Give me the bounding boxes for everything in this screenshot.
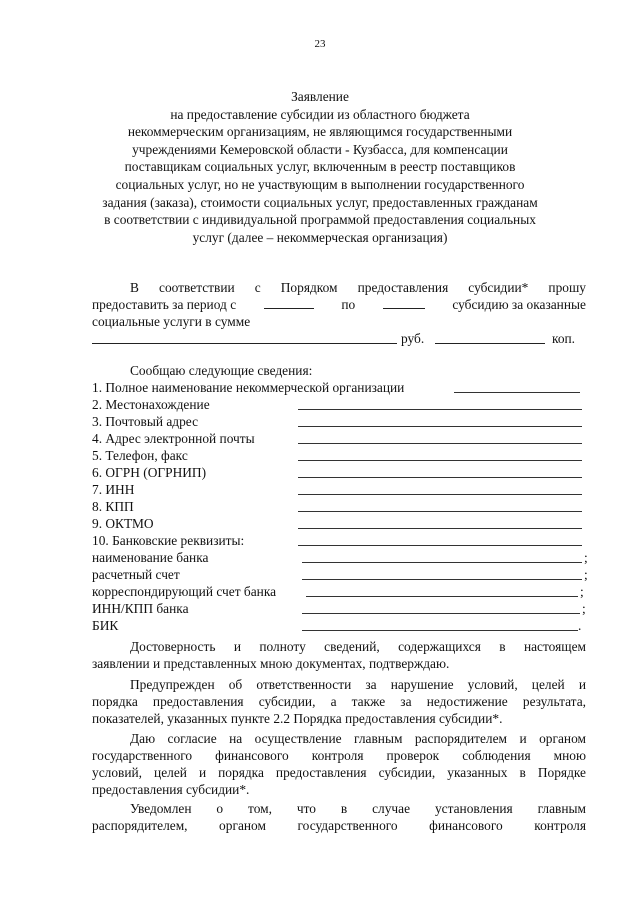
field-label: 8. КПП <box>92 499 134 514</box>
field-label: 5. Телефон, факс <box>92 448 188 463</box>
kpp-field[interactable] <box>298 511 582 512</box>
rub-label: руб. <box>401 331 425 346</box>
request-period-to-label: по <box>341 297 356 312</box>
field-row <box>92 617 592 634</box>
field-label: БИК <box>92 618 119 633</box>
field-row <box>92 515 592 532</box>
title-line: услуг (далее – некоммерческая организация) <box>192 229 448 245</box>
bik-field[interactable] <box>302 630 578 631</box>
account-field[interactable] <box>302 579 582 580</box>
amount-kop-field[interactable] <box>435 331 545 344</box>
request-amount-label: социальные услуги в сумме <box>92 314 251 329</box>
field-row <box>92 447 592 464</box>
semicolon: ; <box>582 601 586 616</box>
phone-fax-field[interactable] <box>298 460 582 461</box>
info-intro: Сообщаю следующие сведения: <box>130 363 313 378</box>
inn-field[interactable] <box>298 494 582 495</box>
field-label: расчетный счет <box>92 567 180 582</box>
field-label: 1. Полное наименование некоммерческой организации <box>92 380 405 395</box>
semicolon: ; <box>584 550 588 565</box>
bank-inn-kpp-field[interactable] <box>302 613 580 614</box>
field-row <box>92 396 592 413</box>
semicolon: ; <box>584 567 588 582</box>
bank-name-field[interactable] <box>302 562 582 563</box>
field-row <box>92 481 592 498</box>
title-line: в соответствии с индивидуальной программой предоставления социальных <box>104 212 536 228</box>
field-label: корреспондирующий счет банка <box>92 584 277 599</box>
field-label: 9. ОКТМО <box>92 516 154 531</box>
field-row <box>92 600 592 617</box>
oktmo-field[interactable] <box>298 528 582 529</box>
field-row <box>92 532 592 549</box>
field-label: 7. ИНН <box>92 482 135 497</box>
org-name-field[interactable] <box>454 392 580 393</box>
field-label: 10. Банковские реквизиты: <box>92 533 245 548</box>
period-to-field[interactable] <box>383 296 425 309</box>
field-label: 6. ОГРН (ОГРНИП) <box>92 465 207 480</box>
responsibility-paragraph: Предупрежден об ответственности за нарушение условий, целей и порядка предоставления субсидии, а также за недостижение результата, показателей, указанных пункте 2.2 Порядка предоставления субсидии*. <box>92 677 586 726</box>
field-label: 3. Почтовый адрес <box>92 414 199 429</box>
request-period-label: предоставить за период с <box>92 297 237 312</box>
field-row <box>92 464 592 481</box>
title-line: задания (заказа), стоимости социальных услуг, предоставленных гражданам <box>102 194 538 210</box>
field-row <box>92 413 592 430</box>
request-line: В соответствии с Порядком предоставления субсидии* прошу <box>130 280 586 295</box>
period: . <box>578 618 582 633</box>
request-subsidy-label: субсидию за оказанные <box>452 297 586 312</box>
field-row <box>92 583 592 600</box>
request-paragraph <box>92 279 586 347</box>
field-label: наименование банка <box>92 550 209 565</box>
postal-address-field[interactable] <box>298 426 582 427</box>
corr-account-field[interactable] <box>306 596 578 597</box>
bank-details-field[interactable] <box>298 545 582 546</box>
document-title <box>80 88 560 246</box>
field-row <box>92 566 592 583</box>
field-label: ИНН/КПП банка <box>92 601 189 616</box>
title-line: учреждениями Кемеровской области - Кузбасса, для компенсации <box>132 141 508 157</box>
field-row <box>92 549 592 566</box>
title-line: некоммерческим организациям, не являющимся государственными <box>127 124 513 140</box>
title-line: социальных услуг, но не участвующим в выполнении государственного <box>115 176 525 192</box>
page-number: 23 <box>314 38 326 50</box>
period-from-field[interactable] <box>264 296 314 309</box>
location-field[interactable] <box>298 409 582 410</box>
ogrn-field[interactable] <box>298 477 582 478</box>
field-label: 2. Местонахождение <box>92 397 210 412</box>
title-line: поставщикам социальных услуг, включенным в реестр поставщиков <box>124 159 516 175</box>
field-row <box>92 430 592 447</box>
amount-rub-field[interactable] <box>92 331 397 344</box>
email-field[interactable] <box>298 443 582 444</box>
consent-paragraph: Даю согласие на осуществление главным распорядителем и органом государственного финансового контроля проверок соблюдения мною условий, целей и порядка предоставления субсидии, указанных в Порядке предоставления субсидии*. <box>92 731 586 797</box>
field-row <box>92 379 592 396</box>
confirmation-paragraph: Достоверность и полноту сведений, содержащихся в настоящем заявлении и представленных мною документах, подтверждаю. <box>92 639 586 671</box>
title-heading: Заявление <box>291 89 349 104</box>
title-line: на предоставление субсидии из областного бюджета <box>170 106 470 122</box>
field-label: 4. Адрес электронной почты <box>92 431 255 446</box>
kop-label: коп. <box>552 331 576 346</box>
semicolon: ; <box>580 584 584 599</box>
notification-paragraph: Уведомлен о том, что в случае установления главным распорядителем, органом государственного финансового контроля <box>92 801 586 833</box>
field-row <box>92 498 592 515</box>
